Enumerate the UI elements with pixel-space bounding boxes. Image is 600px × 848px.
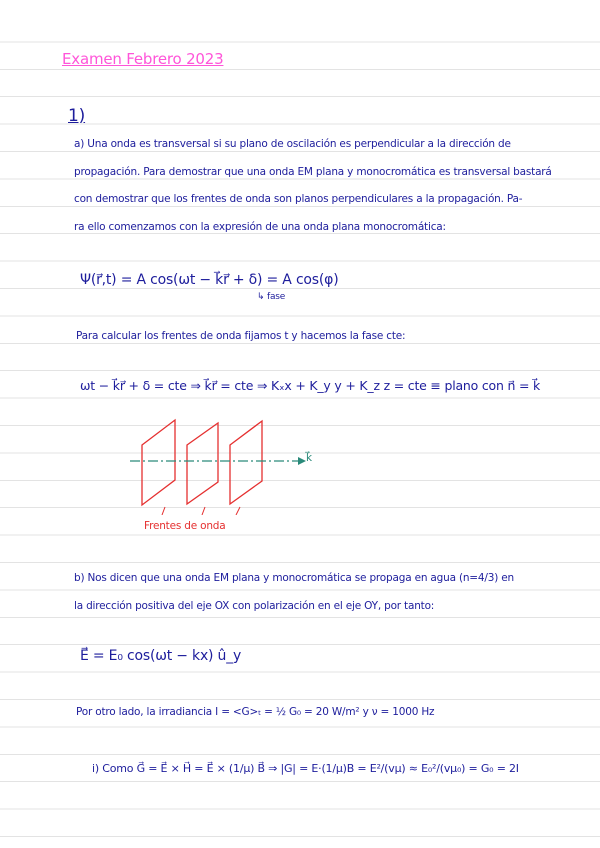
equation-wave: Ψ(r⃗,t) = A cos(ωt − k⃗r⃗ + δ) = A cos(φ) [80,272,339,288]
text-line: propagación. Para demostrar que una onda EM plana y monocromática es transversal bastará [74,166,552,178]
wavefront-plane [187,423,218,504]
equation-plane: ωt − k⃗r⃗ + δ = cte ⇒ k⃗r⃗ = cte ⇒ Kₓx + K_y y + K_z z = cte ≡ plano con n⃗ = k⃗ [80,378,541,393]
item-i: i) Como G⃗ = E⃗ × H⃗ = E⃗ × (1/μ) B⃗ ⇒ |G| = E·(1/μ)B = E²/(vμ) ≈ E₀²/(vμ₀) = G₀ = 2I [92,762,519,775]
irradiance-line: Por otro lado, la irradiancia I = <G>ₜ = ½ G₀ = 20 W/m² y ν = 1000 Hz [76,706,435,718]
equation-E: E⃗ = E₀ cos(ωt − kx) û_y [80,648,242,664]
k-label: k⃗ [306,452,312,464]
text-line: la dirección positiva del eje OX con polarización en el eje OY, por tanto: [74,600,435,612]
section-number: 1) [68,106,86,126]
phase-note: ↳ fase [257,292,286,302]
text-line: con demostrar que los frentes de onda son planos perpendiculares a la propagación. Pa- [74,193,523,205]
page-title: Examen Febrero 2023 [62,50,224,68]
text-line: a) Una onda es transversal si su plano de oscilación es perpendicular a la dirección de [74,138,511,150]
wavefront-plane [142,420,175,505]
text-line: Para calcular los frentes de onda fijamos t y hacemos la fase cte: [76,330,406,342]
wavefronts-diagram [120,415,320,515]
arrow-icon [298,457,306,465]
text-line: b) Nos dicen que una onda EM plana y monocromática se propaga en agua (n=4/3) en [74,572,514,584]
text-line: ra ello comenzamos con la expresión de una onda plana monocromática: [74,221,446,233]
diagram-caption: Frentes de onda [144,520,226,532]
wavefront-plane [230,421,262,504]
